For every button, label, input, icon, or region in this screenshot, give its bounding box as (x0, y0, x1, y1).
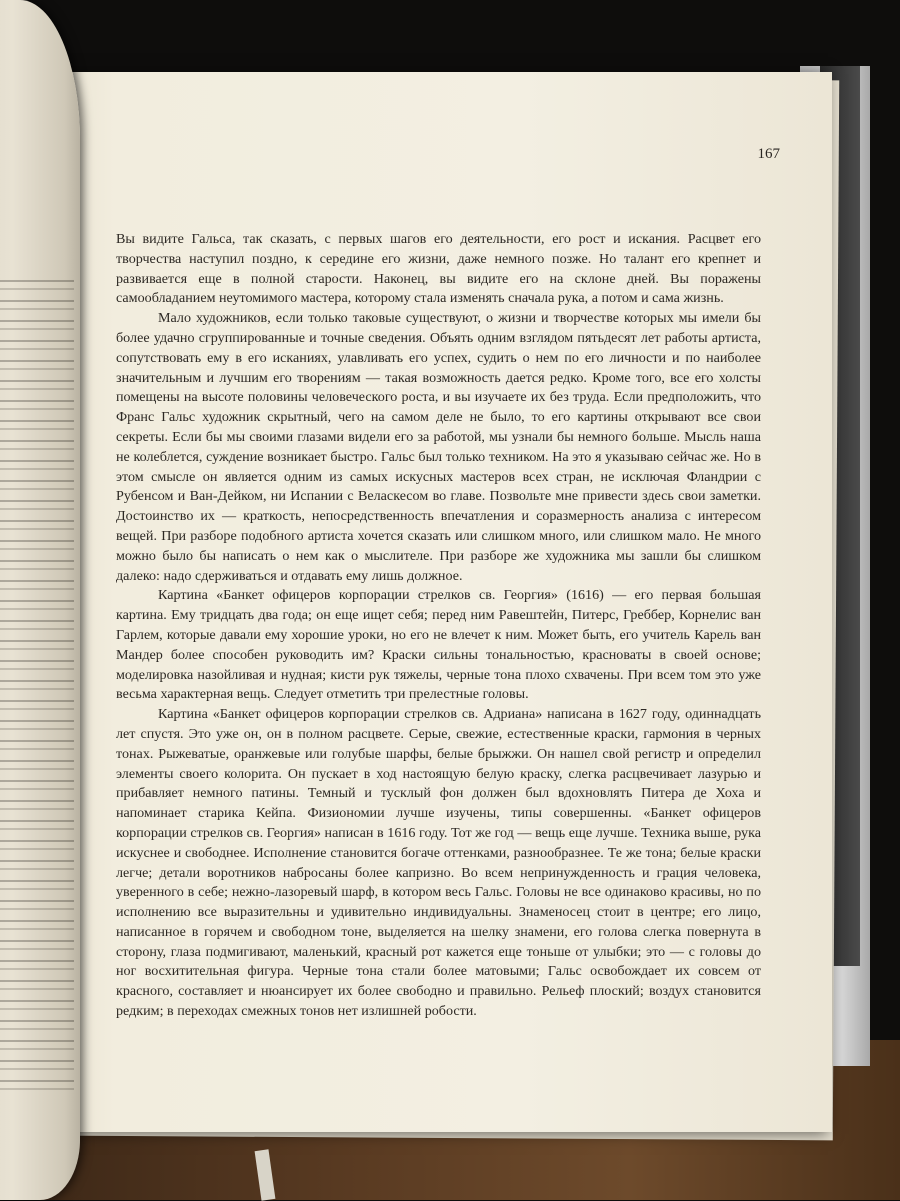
left-facing-page (0, 0, 80, 1200)
paragraph-4: Картина «Банкет офицеров корпорации стрелков св. Адриана» написана в 1627 году, одиннадцать лет спустя. Это уже он, он в полном расцвете. Серые, свежие, естественные краски, гармония в черных тонах. Рыжеватые, оранжевые или голубые шарфы, белые брыжжи. Он нашел свой регистр и определил элементы своего колорита. Он пускает в ход настоящую белую краску, слегка расцвечивает лазурью и прибавляет немного патины. Темный и тусклый фон должен был вдохновлять Питера де Хоха и напоминает старика Кейпа. Физиономии лучше изучены, типы совершенны. «Банкет офицеров корпорации стрелков св. Георгия» написан в 1616 году. Тот же год — вещь еще лучше. Техника выше, рука искуснее и свободнее. Исполнение становится богаче оттенками, разнообразнее. Те же тона; белые краски легче; детали воротников набросаны более капризно. Во всем непринужденность и грация человека, уверенного в себе; нежно-лазоревый шарф, в котором весь Гальс. Головы не все одинаково красивы, но по исполнению все выразительны и удивительно индивидуальны. Знаменосец стоит в центре; его лицо, написанное в горячем и свободном тоне, выделяется на шелку знамени, его голова слегка повернута в сторону, глаза подмигивают, маленький, красный рот кажется еще тоньше от улыбки; это — с головы до ног восхитительная фигура. Черные тона стали более матовыми; Гальс освобождает их совсем от красного, составляет и нюансирует их более свободно и правильно. Рельеф плоский; воздух становится редким; в переходах смежных тонов нет излишней робости. (116, 706, 761, 1020)
paragraph-2: Мало художников, если только таковые существуют, о жизни и творчестве которых мы имели бы более удачно сгруппированные и точные сведения. Объять одним взглядом пятьдесят лет работы артиста, сопутствовать ему в его исканиях, улавливать его успех, судить о нем по его личности и по наиболее значительным и лучшим его творениям — такая возможность дается редко. Кроме того, все его холсты помещены на высоте половины человеческого роста, и вы изучаете их без труда. Если предположить, что Франс Гальс художник скрытный, чего на самом деле не было, то его картины открывают все свои секреты. Если бы мы своими глазами видели его за работой, мы узнали бы немного больше. Мысль наша не колеблется, суждение возникает быстро. Гальс был только техником. На это я указываю сейчас же. Но в этом смысле он является одним из самых искусных мастеров всех стран, не исключая Фландрии с Рубенсом и Ван-Дейком, ни Испании с Веласкесом во главе. Позвольте мне привести здесь свои заметки. Достоинство их — краткость, непосредственность впечатления и соразмерность анализа с интересом вещей. При разборе подобного артиста хочется сказать или слишком много, или слишком мало. Не много можно было бы написать о нем как о мыслителе. При разборе же художника мы зашли бы слишком далеко: надо сдерживаться и отдавать ему лишь должное. (116, 310, 761, 584)
body-text (116, 230, 761, 1022)
page-number: 167 (757, 146, 780, 162)
left-page-text-edge (0, 280, 74, 1100)
running-head-faded (320, 144, 740, 154)
book-page (52, 72, 832, 1132)
paragraph-3: Картина «Банкет офицеров корпорации стрелков св. Георгия» (1616) — его первая большая картина. Ему тридцать два года; он еще ищет себя; перед ним Равештейн, Питерс, Греббер, Корнелис ван Гарлем, которые давали ему хорошие уроки, но его не влечет к ним. Может быть, его учитель Карель ван Мандер более способен руководить им? Краски сильны тональностью, красноваты в своей основе; моделировка назойливая и нудная; кисти рук тяжелы, черные тона плохо схвачены. При всем том это уже весьма характерная вещь. Следует отметить три прелестные головы. (116, 587, 761, 703)
paragraph-1: Вы видите Гальса, так сказать, с первых шагов его деятельности, его рост и искания. Расцвет его творчества наступил поздно, к середине его жизни, даже немного позже. Но талант его крепнет и развивается еще в полной старости. Наконец, вы видите его на склоне дней. Вы поражены самообладанием неутомимого мастера, которому стала изменять сначала рука, а потом и сама жизнь. (116, 231, 761, 307)
